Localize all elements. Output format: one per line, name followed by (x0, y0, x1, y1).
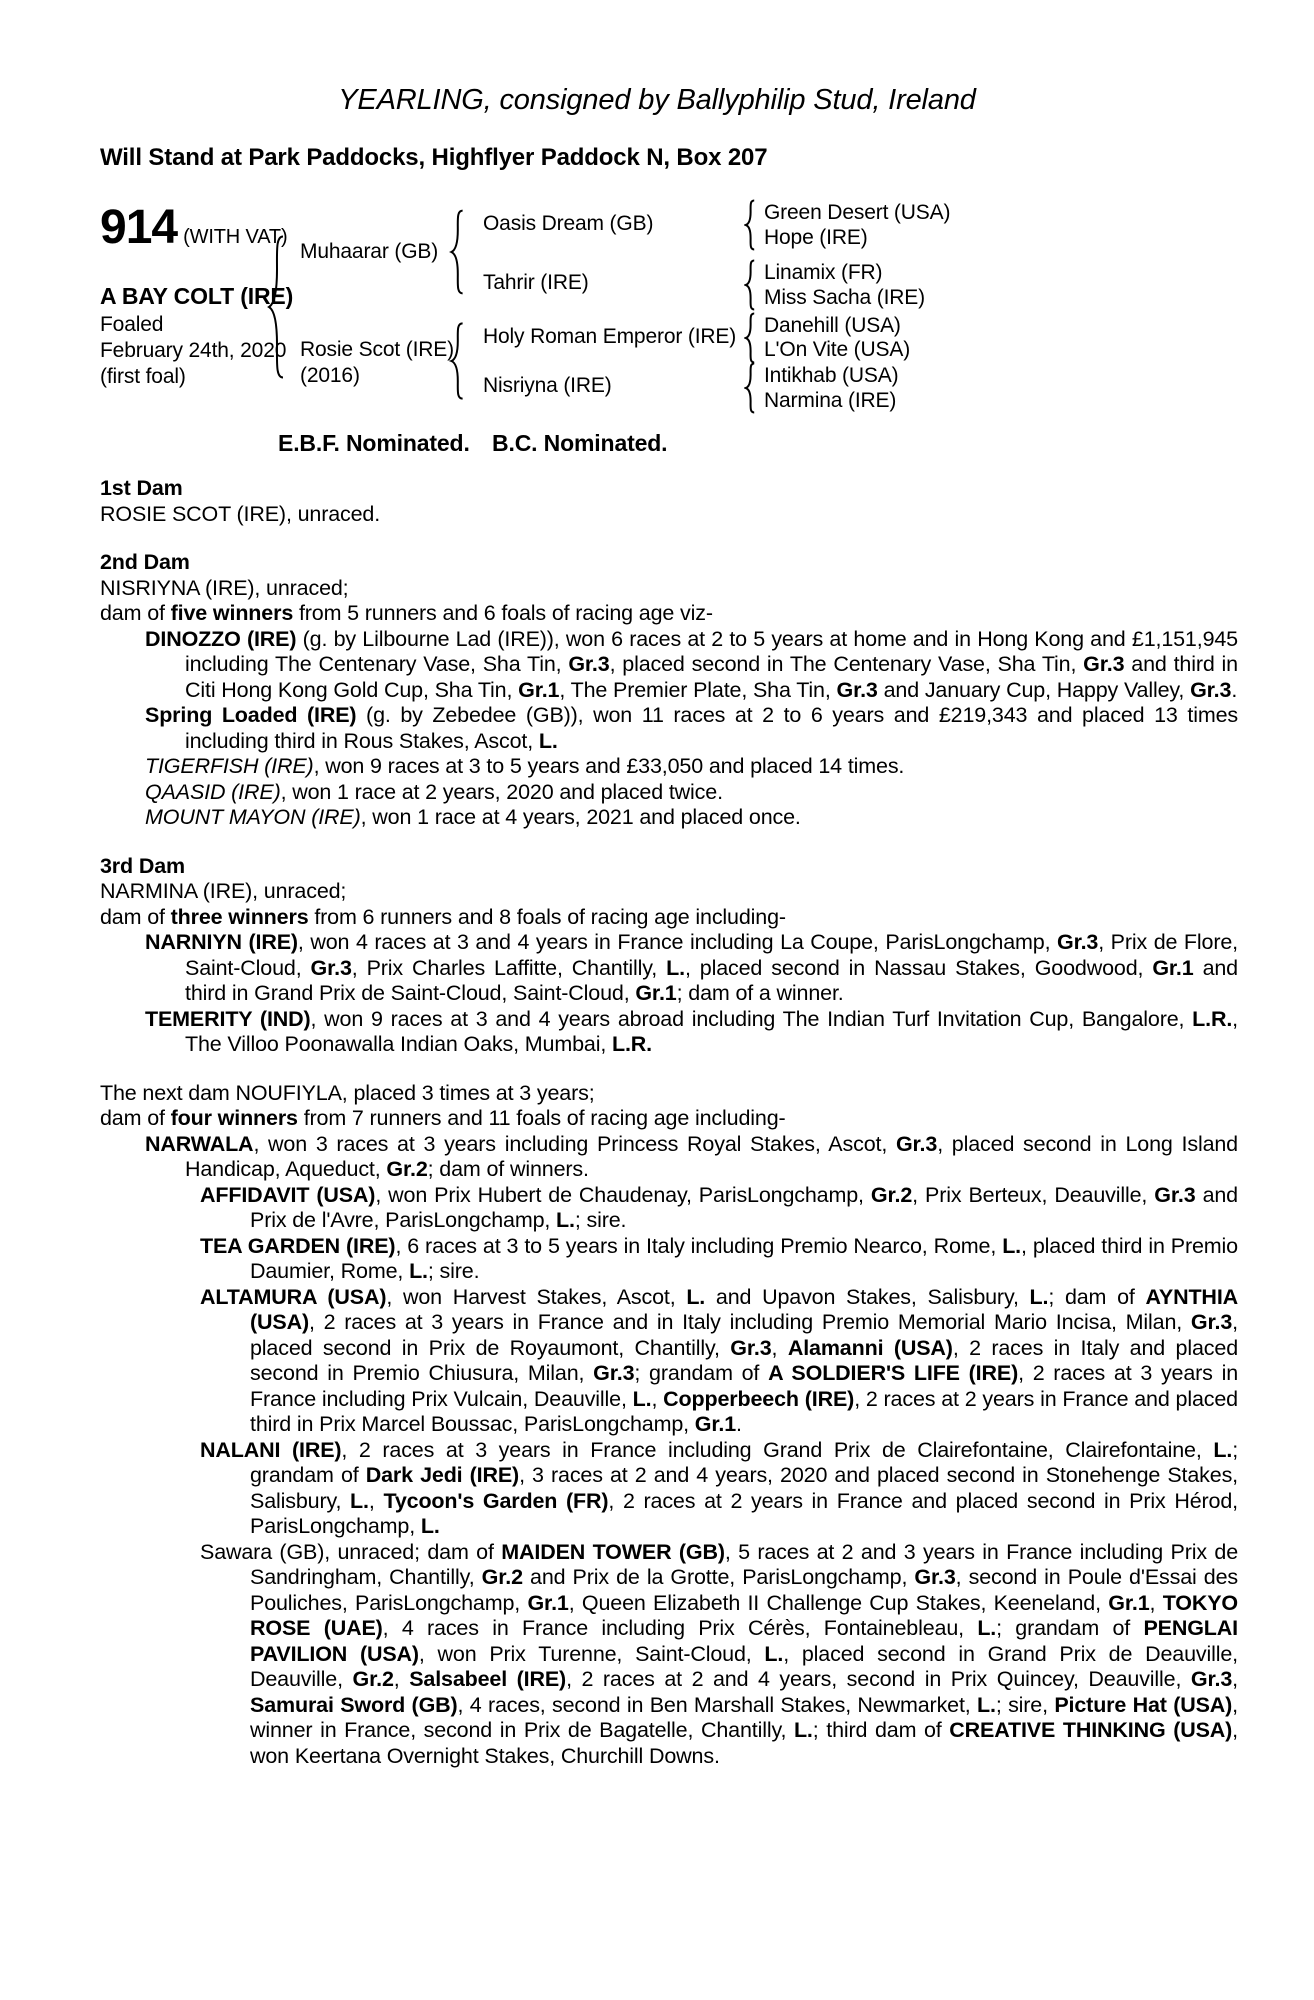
pedigree-paragraph: ALTAMURA (USA), won Harvest Stakes, Ascot, L. and Upavon Stakes, Salisbury, L.; dam of AYNTHIA (USA), 2 races at 3 years in France and in Italy including Premio Memorial Mario Incisa, Milan, Gr.3, placed second in Prix de Royaumont, Chantilly, Gr.3, Alamanni (USA), 2 races in Italy and placed second in Premio Chiusura, Milan, Gr.3; grandam of A SOLDIER'S LIFE (IRE), 2 races at 3 years in France including Prix Vulcain, Deauville, L., Copperbeech (IRE), 2 races at 2 years in France and placed third in Prix Marcel Boussac, ParisLongchamp, Gr.1. (200, 1284, 1239, 1436)
stand-location: Will Stand at Park Paddocks, Highflyer Paddock N, Box 207 (100, 144, 768, 171)
page-title: YEARLING, consigned by Ballyphilip Stud, Ireland (338, 84, 976, 116)
vat-note: (WITH VAT) (183, 226, 288, 248)
pedigree-paragraph: MOUNT MAYON (IRE), won 1 race at 4 years, 2021 and placed once. (145, 805, 801, 829)
sire-dam-sire-name: Linamix (FR) (764, 261, 883, 284)
dam-sire-sire-name: Danehill (USA) (764, 314, 901, 337)
pedigree-paragraph: TEA GARDEN (IRE), 6 races at 3 to 5 years in Italy including Premio Nearco, Rome, L., placed third in Premio Daumier, Rome, L.; sire. (200, 1233, 1238, 1283)
pedigree-paragraph: DINOZZO (IRE) (g. by Lilbourne Lad (IRE)), won 6 races at 2 to 5 years at home and in Hong Kong and £1,151,945 including The Centenary Vase, Sha Tin, Gr.3, placed second in The Centenary Vase, Sha Tin, Gr.3 and third in Citi Hong Kong Gold Cup, Sha Tin, Gr.1, The Premier Plate, Sha Tin, Gr.3 and January Cup, Happy Valley, Gr.3. (145, 626, 1238, 702)
sire-name: Muhaarar (GB) (300, 240, 439, 263)
pedigree-paragraph: AFFIDAVIT (USA), won Prix Hubert de Chaudenay, ParisLongchamp, Gr.2, Prix Berteux, Deauville, Gr.3 and Prix de l'Avre, ParisLongchamp, L.; sire. (200, 1182, 1238, 1232)
dam-dam-sire-name: Intikhab (USA) (764, 364, 899, 387)
pedigree-paragraph: NARMINA (IRE), unraced; (100, 879, 347, 903)
section-dam1 (100, 476, 1238, 527)
sire-sire-name: Oasis Dream (GB) (483, 212, 654, 235)
sire-dam-dam-name: Miss Sacha (IRE) (764, 286, 925, 309)
lot-line (100, 200, 288, 255)
dam-heading: 3rd Dam (100, 853, 185, 878)
pedigree-paragraph: NALANI (IRE), 2 races at 3 years in France including Grand Prix de Clairefontaine, Clairefontaine, L.; grandam of Dark Jedi (IRE), 3 races at 2 and 4 years, 2020 and placed second in Stonehenge Stakes, Salisbury, L., Tycoon's Garden (FR), 2 races at 2 years in France and placed second in Prix Hérod, ParisLongchamp, L. (200, 1437, 1239, 1538)
dam-name: Rosie Scot (IRE) (300, 338, 454, 361)
pedigree-paragraph: TIGERFISH (IRE), won 9 races at 3 to 5 years and £33,050 and placed 14 times. (145, 754, 905, 778)
foal-note: (first foal) (100, 365, 186, 388)
pedigree-paragraph: NISRIYNA (IRE), unraced; (100, 575, 349, 600)
section-dam2 (100, 550, 1238, 831)
dam-dam-name: Nisriyna (IRE) (483, 374, 612, 397)
pedigree-paragraph: ROSIE SCOT (IRE), unraced. (100, 501, 381, 526)
pedigree-paragraph: Sawara (GB), unraced; dam of MAIDEN TOWER (GB), 5 races at 2 and 3 years in France including Prix de Sandringham, Chantilly, Gr.2 and Prix de la Grotte, ParisLongchamp, Gr.3, second in Poule d'Essai des Pouliches, ParisLongchamp, Gr.1, Queen Elizabeth II Challenge Cup Stakes, Keeneland, Gr.1, TOKYO ROSE (UAE), 4 races in France including Prix Cérès, Fontainebleau, L.; grandam of PENGLAI PAVILION (USA), won Prix Turenne, Saint-Cloud, L., placed second in Grand Prix de Deauville, Deauville, Gr.2, Salsabeel (IRE), 2 races at 2 and 4 years, second in Prix Quincey, Deauville, Gr.3, Samurai Sword (GB), 4 races, second in Ben Marshall Stakes, Newmarket, L.; sire, Picture Hat (USA), winner in France, second in Prix de Bagatelle, Chantilly, L.; third dam of CREATIVE THINKING (USA), won Keertana Overnight Stakes, Churchill Downs. (200, 1539, 1239, 1768)
pedigree-brace-gg3 (744, 312, 756, 364)
sire-sire-sire-name: Green Desert (USA) (764, 201, 951, 224)
section-next-dam (100, 1081, 1238, 1770)
dam-dam-dam-name: Narmina (IRE) (764, 389, 897, 412)
bc-nomination: B.C. Nominated. (492, 430, 668, 456)
foaled-label: Foaled (100, 313, 164, 336)
dam-sections (100, 476, 1238, 1769)
dam-sire-name: Holy Roman Emperor (IRE) (483, 325, 737, 348)
pedigree-paragraph: QAASID (IRE), won 1 race at 2 years, 2020 and placed twice. (145, 779, 723, 804)
lot-number: 914 (100, 201, 178, 254)
dam-year: (2016) (300, 364, 360, 387)
pedigree-paragraph: dam of three winners from 6 runners and 8 foals of racing age including- (100, 904, 786, 929)
pedigree-paragraph: Spring Loaded (IRE) (g. by Zebedee (GB)), won 11 races at 2 to 6 years and £219,343 and placed 13 times including third in Rous Stakes, Ascot, L. (145, 703, 1238, 753)
sire-sire-dam-name: Hope (IRE) (764, 226, 868, 249)
pedigree-paragraph: NARNIYN (IRE), won 4 races at 3 and 4 years in France including La Coupe, ParisLongchamp, Gr.3, Prix de Flore, Saint-Cloud, Gr.3, Prix Charles Laffitte, Chantilly, L., placed second in Nassau Stakes, Goodwood, Gr.1 and third in Grand Prix de Saint-Cloud, Saint-Cloud, Gr.1; dam of a winner. (145, 930, 1238, 1005)
pedigree-paragraph: dam of five winners from 5 runners and 6 foals of racing age viz- (100, 601, 713, 625)
pedigree-brace-sire (449, 208, 465, 296)
colt-description: A BAY COLT (IRE) (100, 283, 294, 309)
pedigree-brace-gg1 (744, 199, 756, 251)
pedigree-paragraph: dam of four winners from 7 runners and 11 foals of racing age including- (100, 1106, 786, 1130)
pedigree-paragraph: NARWALA, won 3 races at 3 years including Princess Royal Stakes, Ascot, Gr.3, placed second in Long Island Handicap, Aqueduct, Gr.2; dam of winners. (145, 1131, 1238, 1181)
pedigree-paragraph: The next dam NOUFIYLA, placed 3 times at 3 years; (100, 1080, 595, 1105)
pedigree-brace-gg2 (744, 259, 756, 311)
ebf-nomination: E.B.F. Nominated. (278, 430, 470, 456)
section-dam3 (100, 854, 1238, 1058)
pedigree-brace-gg4 (744, 362, 756, 414)
pedigree-paragraph: TEMERITY (IND), won 9 races at 3 and 4 years abroad including The Indian Turf Invitation Cup, Bangalore, L.R., The Villoo Poonawalla Indian Oaks, Mumbai, L.R. (145, 1006, 1238, 1056)
dam-heading: 2nd Dam (100, 550, 190, 574)
dam-heading: 1st Dam (100, 476, 183, 500)
pedigree-brace-main (266, 232, 286, 382)
dam-sire-dam-name: L'On Vite (USA) (764, 338, 911, 361)
sire-dam-name: Tahrir (IRE) (483, 271, 589, 294)
foaled-date: February 24th, 2020 (100, 339, 287, 362)
